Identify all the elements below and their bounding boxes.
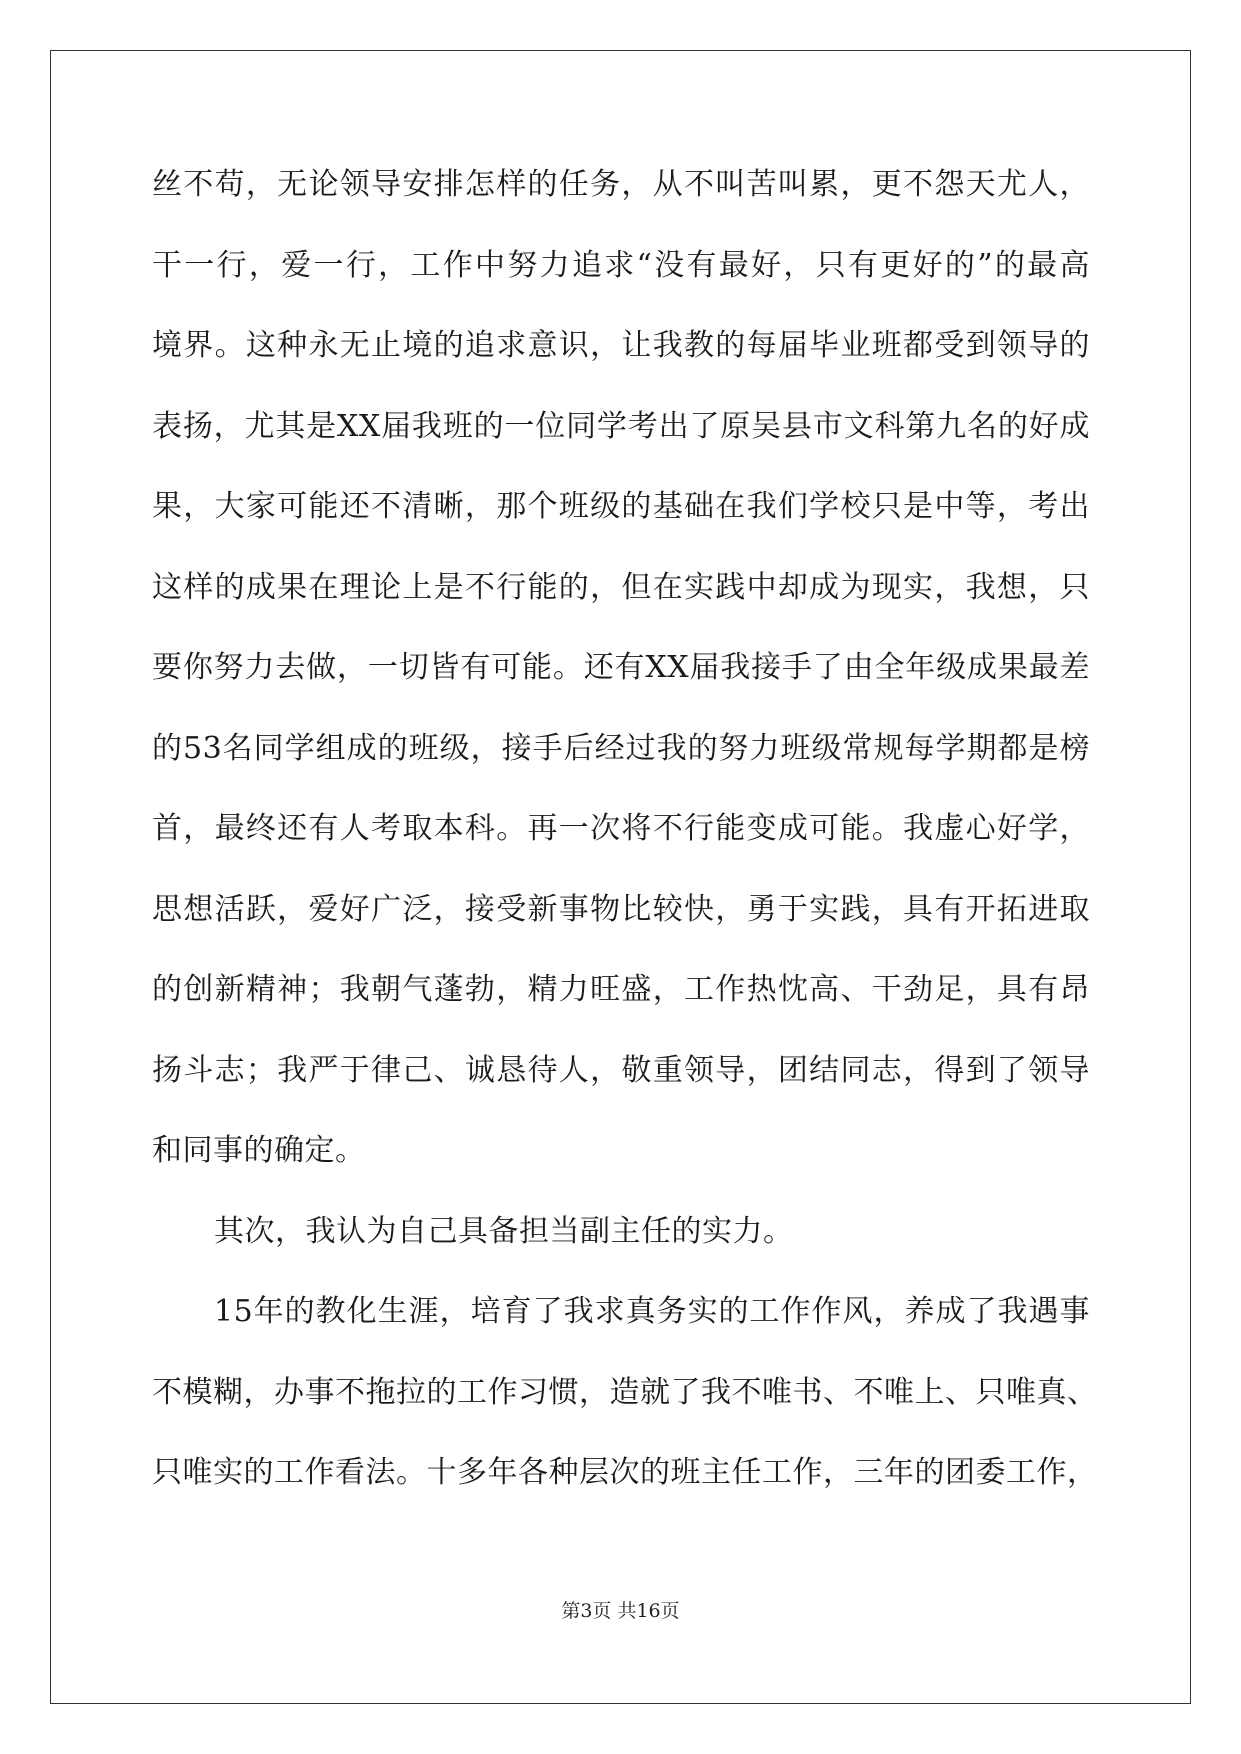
text-line: 这样的成果在理论上是不行能的，但在实践中却成为现实，我想，只 — [152, 569, 1090, 605]
page-number-footer: 第3页 共16页 — [561, 1600, 680, 1622]
text-line: 境界。这种永无止境的追求意识，让我教的每届毕业班都受到领导的 — [152, 328, 1090, 363]
text-line: 丝不苟，无论领导安排怎样的任务，从不叫苦叫累，更不怨天尤人， — [152, 167, 1090, 202]
paragraph-line: 15年的教化生涯，培育了我求真务实的工作作风，养成了我遇事 — [214, 1294, 1090, 1329]
text-line: 扬斗志；我严于律己、诚恳待人，敬重领导，团结同志，得到了领导 — [152, 1052, 1090, 1088]
text-line: 干一行，爱一行，工作中努力追求“没有最好，只有更好的”的最高 — [152, 247, 1090, 283]
paragraph-end-line: 和同事的确定。 — [152, 1133, 366, 1168]
text-line: 不模糊，办事不拖拉的工作习惯，造就了我不唯书、不唯上、只唯真、 — [152, 1374, 1098, 1410]
text-line: 表扬，尤其是XX届我班的一位同学考出了原吴县市文科第九名的好成 — [152, 408, 1090, 444]
document-body — [152, 165, 1098, 1534]
text-line: 的创新精神；我朝气蓬勃，精力旺盛，工作热忱高、干劲足，具有昂 — [152, 972, 1090, 1007]
text-line: 首，最终还有人考取本科。再一次将不行能变成可能。我虚心好学， — [152, 811, 1090, 846]
text-line: 的53名同学组成的班级，接手后经过我的努力班级常规每学期都是榜 — [152, 730, 1090, 766]
text-line: 果，大家可能还不清晰，那个班级的基础在我们学校只是中等，考出 — [152, 489, 1090, 524]
text-line: 要你努力去做，一切皆有可能。还有XX届我接手了由全年级成果最差 — [152, 650, 1090, 685]
paragraph-line: 其次，我认为自己具备担当副主任的实力。 — [214, 1213, 794, 1249]
text-line: 思想活跃，爱好广泛，接受新事物比较快，勇于实践，具有开拓进取 — [152, 891, 1090, 927]
text-line: 只唯实的工作看法。十多年各种层次的班主任工作，三年的团委工作， — [152, 1455, 1098, 1490]
